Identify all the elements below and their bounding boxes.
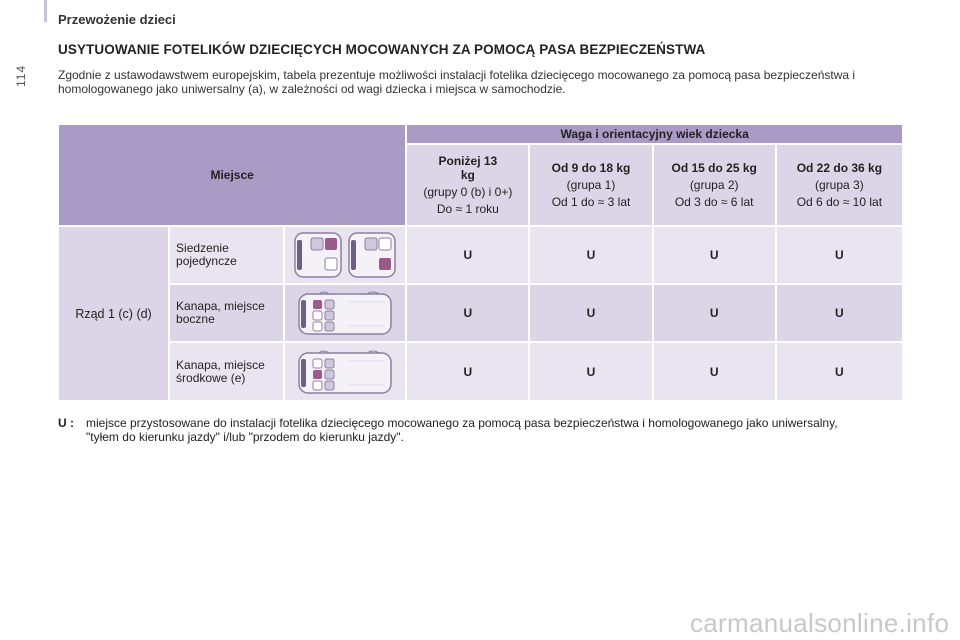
weight-group: (grupa 3) bbox=[815, 178, 864, 192]
weight-age: Od 6 do ≈ 10 lat bbox=[796, 195, 883, 209]
cell-value: U bbox=[654, 343, 775, 400]
child-seat-table bbox=[57, 123, 904, 402]
weight-col-3 bbox=[777, 145, 902, 225]
seat-diagram-cell bbox=[285, 285, 405, 341]
cell-value: U bbox=[777, 285, 902, 341]
page-heading: USYTUOWANIE FOTELIKÓW DZIECIĘCYCH MOCOWANYCH ZA POMOCĄ PASA BEZPIECZEŃSTWA bbox=[58, 42, 706, 57]
weight-title: Od 15 do 25 kg bbox=[671, 161, 757, 175]
cell-value: U bbox=[407, 227, 528, 283]
cell-value: U bbox=[654, 227, 775, 283]
weight-title: Od 9 do 18 kg bbox=[551, 161, 631, 175]
weight-group: (grupa 2) bbox=[689, 178, 739, 192]
cell-value: U bbox=[777, 343, 902, 400]
page-number: 114 bbox=[14, 64, 28, 88]
footnote-key: U : bbox=[58, 416, 74, 430]
weight-col-2 bbox=[654, 145, 775, 225]
footnote-text: miejsce przystosowane do instalacji fotelika dziecięcego mocowanego za pomocą pasa bezpieczeństwa i homologowanego jako uniwersalny, "tyłem do kierunku jazdy" i/lub "przodem do kierunku jazdy". bbox=[86, 416, 838, 444]
header-weight-group: Waga i orientacyjny wiek dziecka bbox=[407, 125, 902, 143]
weight-age: Od 1 do ≈ 3 lat bbox=[551, 195, 631, 209]
weight-title: Poniżej 13 kg bbox=[438, 154, 498, 182]
cell-value: U bbox=[777, 227, 902, 283]
row-group-label: Rząd 1 (c) (d) bbox=[59, 227, 168, 400]
cell-value: U bbox=[530, 343, 651, 400]
cell-value: U bbox=[407, 343, 528, 400]
cell-value: U bbox=[654, 285, 775, 341]
cell-value: U bbox=[530, 285, 651, 341]
weight-age: Do ≈ 1 roku bbox=[436, 202, 499, 216]
seat-diagram-cell bbox=[285, 343, 405, 400]
weight-age: Od 3 do ≈ 6 lat bbox=[674, 195, 754, 209]
weight-col-0 bbox=[407, 145, 528, 225]
header-place: Miejsce bbox=[59, 125, 405, 225]
seat-label: Kanapa, miejsce boczne bbox=[170, 285, 283, 341]
intro-paragraph: Zgodnie z ustawodawstwem europejskim, tabela prezentuje możliwości instalacji fotelika dziecięcego mocowanego za pomocą pasa bezpieczeństwa i homologowanego jako uniwersalny (a), w zależności od wagi dziecka i miejsca w samochodzie. bbox=[58, 68, 856, 96]
seat-label: Siedzenie pojedyncze bbox=[170, 227, 283, 283]
cell-value: U bbox=[530, 227, 651, 283]
cell-value: U bbox=[407, 285, 528, 341]
watermark: carmanualsonline.info bbox=[690, 608, 950, 638]
weight-title: Od 22 do 36 kg bbox=[796, 161, 883, 175]
footnote bbox=[58, 416, 908, 444]
car-top-view-single-seat-icon bbox=[289, 230, 401, 280]
seat-label: Kanapa, miejsce środkowe (e) bbox=[170, 343, 283, 400]
section-title: Przewożenie dzieci bbox=[58, 12, 176, 27]
car-top-view-side-seat-icon bbox=[289, 288, 401, 338]
weight-group: (grupa 1) bbox=[566, 178, 616, 192]
seat-diagram-cell bbox=[285, 227, 405, 283]
section-marker-bar bbox=[44, 0, 47, 22]
weight-col-1 bbox=[530, 145, 651, 225]
car-top-view-middle-seat-icon bbox=[289, 347, 401, 397]
weight-group: (grupy 0 (b) i 0+) bbox=[423, 185, 513, 199]
